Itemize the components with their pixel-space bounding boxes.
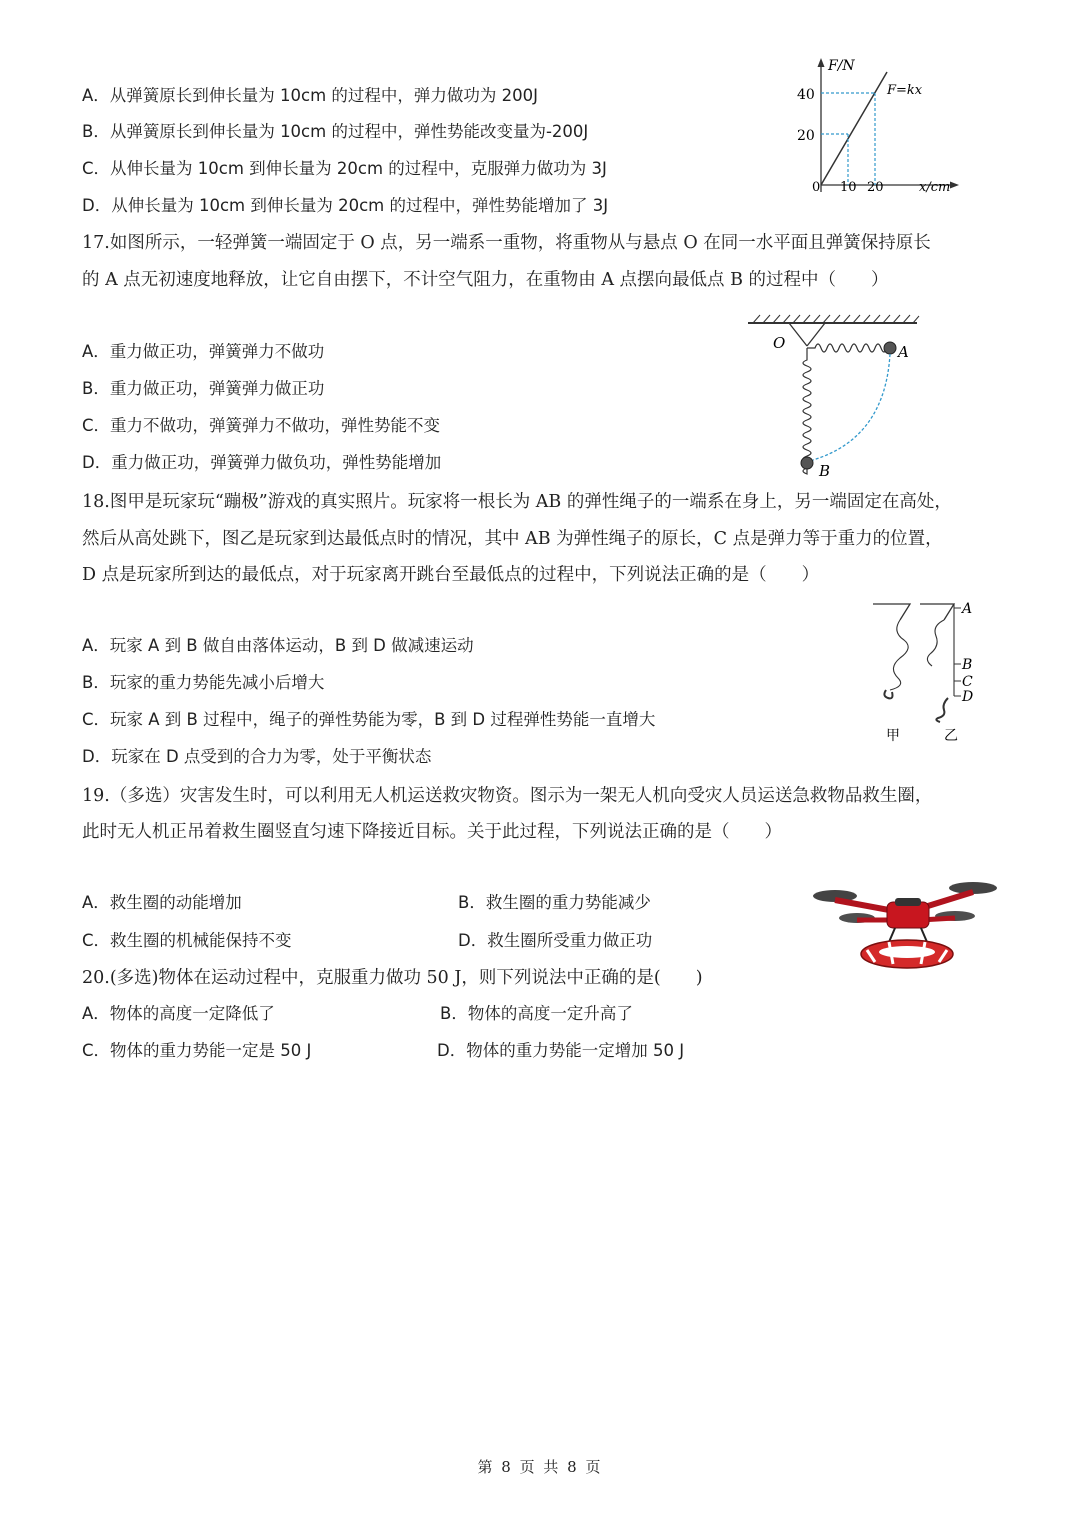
mass-a <box>884 342 896 354</box>
ceiling-hatch <box>753 315 919 323</box>
label-o: O <box>773 334 786 352</box>
q17-stem-line1: 17.如图所示，一轻弹簧一端固定于 O 点，另一端系一重物，将重物从与悬点 O 在同一水平面且弹簧保持原长 <box>82 233 931 253</box>
q18-stem-line2: 然后从高处跳下，图乙是玩家到达最低点时的情况，其中 AB 为弹性绳子的原长，C 点是弹力等于重力的位置， <box>82 529 943 549</box>
line-label: F=kx <box>887 83 923 98</box>
label-a: A <box>962 601 973 617</box>
q20-option-d: D．物体的重力势能一定增加 50 J <box>437 1041 685 1060</box>
q19-stem-line1: 19.（多选）灾害发生时，可以利用无人机运送救灾物资。图示为一架无人机向受灾人员运送急救物品救生圈， <box>82 786 933 806</box>
q18-option-c: C．玩家 A 到 B 过程中，绳子的弹性势能为零，B 到 D 过程弹性势能一直增大 <box>82 710 656 729</box>
q19-stem-line2: 此时无人机正吊着救生圈竖直匀速下降接近目标。关于此过程，下列说法正确的是（ ） <box>82 822 782 842</box>
platform-jia <box>873 604 910 620</box>
x-tick-20: 20 <box>867 180 884 195</box>
life-buoy-hole <box>879 946 935 958</box>
y-tick-40: 40 <box>797 87 815 103</box>
rope-yi-top <box>927 620 944 666</box>
label-b: B <box>962 657 973 673</box>
q18-stem-line3: D 点是玩家所到达的最低点，对于玩家离开跳台至最低点的过程中，下列说法正确的是（ ） <box>82 565 820 585</box>
jumper-yi <box>936 698 948 722</box>
label-yi: 乙 <box>944 728 958 744</box>
q18-stem-line1: 18.图甲是玩家玩“蹦极”游戏的真实照片。玩家将一根长为 AB 的弹性绳子的一端系在身上，另一端固定在高处， <box>82 492 952 512</box>
x-arrow-icon <box>950 182 959 189</box>
jumper-jia <box>884 690 892 698</box>
q20-option-c: C．物体的重力势能一定是 50 J <box>82 1041 312 1060</box>
q17-spring-figure <box>745 308 925 480</box>
origin-label: 0 <box>812 180 821 195</box>
y-tick-20: 20 <box>797 128 815 144</box>
horizontal-spring <box>807 344 893 352</box>
label-jia: 甲 <box>886 728 900 744</box>
q17-option-d: D．重力做正功，弹簧弹力做负功，弹性势能增加 <box>82 453 442 472</box>
platform-yi <box>920 604 954 620</box>
q18-option-b: B．玩家的重力势能先减小后增大 <box>82 673 325 692</box>
q18-bungee-figure <box>868 598 988 750</box>
mass-b <box>801 457 813 469</box>
q17-option-b: B．重力做正功，弹簧弹力做正功 <box>82 379 325 398</box>
label-d: D <box>962 689 974 705</box>
q16-option-c: C．从伸长量为 10cm 到伸长量为 20cm 的过程中，克服弹力做功为 3J <box>82 159 607 178</box>
q18-option-a: A．玩家 A 到 B 做自由落体运动，B 到 D 做减速运动 <box>82 636 474 655</box>
y-axis-label: F/N <box>828 58 855 74</box>
q18-option-d: D．玩家在 D 点受到的合力为零，处于平衡状态 <box>82 747 432 766</box>
label-a: A <box>898 343 909 361</box>
q16-force-graph <box>795 52 965 202</box>
q20-stem: 20.(多选)物体在运动过程中，克服重力做功 50 J，则下列说法中正确的是( ) <box>82 968 703 988</box>
swing-path <box>813 354 890 460</box>
q19-option-d: D．救生圈所受重力做正功 <box>458 931 653 950</box>
q17-stem-line2: 的 A 点无初速度地释放，让它自由摆下，不计空气阻力，在重物由 A 点摆向最低点 B 的过程中（ ） <box>82 270 889 290</box>
label-b: B <box>819 462 831 480</box>
vertical-spring <box>803 348 811 474</box>
q17-option-c: C．重力不做功，弹簧弹力不做功，弹性势能不变 <box>82 416 441 435</box>
force-line <box>821 72 887 185</box>
q20-option-a: A．物体的高度一定降低了 <box>82 1004 275 1023</box>
drone-top <box>895 898 921 906</box>
q16-option-d: D．从伸长量为 10cm 到伸长量为 20cm 的过程中，弹性势能增加了 3J <box>82 196 609 215</box>
q19-option-c: C．救生圈的机械能保持不变 <box>82 931 292 950</box>
q17-option-a: A．重力做正功，弹簧弹力不做功 <box>82 342 325 361</box>
q16-option-b: B．从弹簧原长到伸长量为 10cm 的过程中，弹性势能改变量为-200J <box>82 122 589 141</box>
x-axis-label: x/cm <box>919 180 951 195</box>
label-c: C <box>962 674 973 690</box>
y-arrow-icon <box>818 58 825 67</box>
page-footer: 第 8 页 共 8 页 <box>477 1458 603 1476</box>
q16-option-a: A．从弹簧原长到伸长量为 10cm 的过程中，弹力做功为 200J <box>82 86 539 105</box>
q19-option-a: A．救生圈的动能增加 <box>82 893 242 912</box>
q19-drone-image <box>805 862 1005 977</box>
rope-jia <box>890 620 908 690</box>
q20-option-b: B．物体的高度一定升高了 <box>440 1004 633 1023</box>
x-tick-10: 10 <box>840 180 857 195</box>
q19-option-b: B．救生圈的重力势能减少 <box>458 893 651 912</box>
